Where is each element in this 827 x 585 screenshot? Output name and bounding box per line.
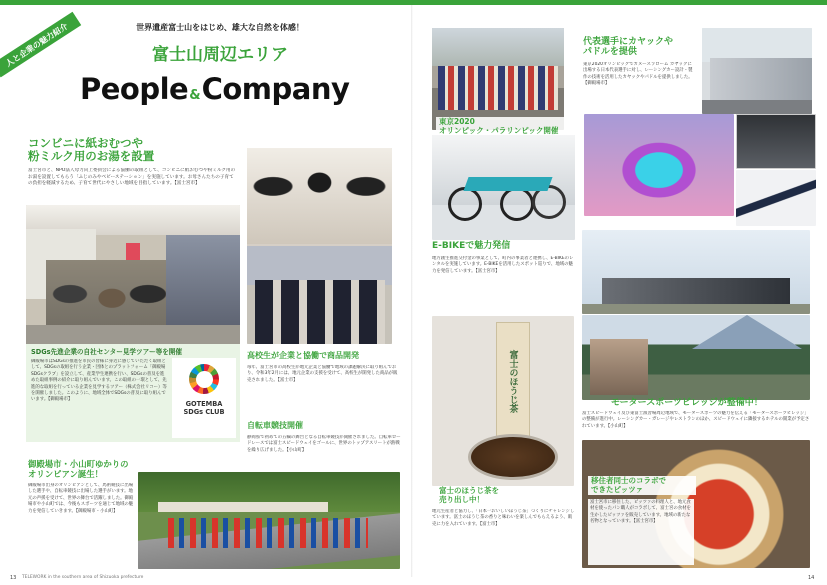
area-title: 富士山周辺エリア (152, 45, 288, 65)
olympic-peloton (438, 66, 558, 110)
main-title-people: People (80, 72, 189, 106)
article-kayak-title-l1: 代表選手にカヤックや (583, 37, 674, 47)
gotemba-sdgs-logo (172, 358, 236, 438)
article-kayak-body: 東京2020オリンピックでカヌースラローム カヤックに出場する日本代表選手に対し、レーシングカー設計・製作の技術を活用したカヤックやパドルを提供しました。【御殿場市】 (583, 62, 693, 87)
ebike-photo (432, 135, 575, 240)
article-pizza-title (588, 476, 696, 495)
article-olympian-body: 御殿場市出身のオリンピアンとして、馬術競技に出場した選手や、自転車競技に出場した選手がいます。地元の声援を受けて、世界の舞台で活躍しました。御殿場市や小山町では、今後もスポーツを通じて地域の魅力を発信していきます。【御殿場市・小山町】 (28, 483, 134, 514)
article-konbini-body: 富士宮市と、NPO法人母力向上委員会による協働の取組として、コンビニに紙おむつや粉ミルク用のお湯を設置してもらう「ふじのみやベビーステーション」を実施しています。お母さんたちの子育ての負担を軽減するため、子育て世代にやさしい地域を目指しています。【富士宮市】 (28, 168, 236, 187)
racecar-photo (584, 114, 734, 216)
article-highschool-body: 毎年、富士宮市の高校生が地元企業と協働で地域の課題解決に取り組んでおり、令和3年2月には、地元企業の支援を受けて、高校生が開発した商品が販売されました。【富士市】 (247, 365, 398, 383)
tea-leaves (468, 434, 558, 480)
factory-ground (702, 100, 812, 114)
article-cycling-body: 静岡県で初めての五輪の舞台となる自転車競技が開催されました。自転車ロードレースでは富士スピードウェイをゴールに、世界のトップアスリートが熱戦を繰り広げました。【小山町】 (247, 435, 401, 453)
left-page-number: 13 (10, 575, 17, 581)
article-motorsport-body: 富士スピードウェイ及び東富士演習場周辺地域で、モータースポーツの魅力を伝える「モータースポーツビレッジ」の整備が進行中。レーシングカー・ガレージやレストランのほか、スピードウェイに隣接するホテルの開業が予定されています。【小山町】 (582, 411, 810, 429)
logo-line2: SDGs CLUB (183, 408, 225, 416)
article-pizza-body: 富士宮市に移住した、ピッツァの料理人と、地元食材を使ったパン職人がコラボして、富士宮の食材を生かしたピッツァを販売しています。地域の新たな名物となっています。【富士宮市】 (588, 499, 694, 565)
article-ebike-title: E-BIKEで魅力発信 (432, 241, 511, 251)
article-olympics-title-l2: オリンピック・パラリンピック開催 (439, 125, 559, 135)
main-title-amp: & (189, 88, 201, 103)
kicker: 世界遺産富士山をはじめ、雄大な自然を体感！ (136, 23, 304, 32)
students-top-photo (247, 148, 392, 244)
hotel-ground (582, 304, 810, 314)
hotel-mt-fuji-photo (582, 230, 810, 314)
store-floor (26, 325, 240, 345)
article-ebike-body: 地方創生推進交付金の事業として、町内の事業者と連携し、E-BIKEのレンタルを実施しています。E-BIKEを活用したスポット巡りで、地域の魅力を発信しています。【富士宮市】 (432, 256, 574, 274)
resort-tower (590, 339, 648, 395)
article-sdgs-body: 御殿場市はSDGsの推進を市民の皆様に身近に感じていただく取組として、SDGsの取組を行う企業・団体とのプラットフォーム「御殿場SDGsクラブ」を設立して、産業学生連携を行い、SDGsの普及を進めた取組事例の紹介に取り組んでいます。この取組の一環として、先進的な取組を行っている企業を見学するツアー（株式会社リコー）等を開催しました。このように、地域全体でSDGsの普及に取り組んでいます。【御殿場市】 (31, 359, 167, 403)
corner-tag-label: 人と企業の魅力紹介 (3, 21, 70, 68)
article-olympics-title (436, 117, 576, 136)
sdgs-wheel-icon (189, 364, 219, 394)
article-konbini-title (28, 137, 248, 163)
main-title (80, 72, 370, 106)
article-olympics-title-l1: 東京2020 (439, 117, 475, 126)
article-hojicha-title-l1: 富士のほうじ茶を (439, 486, 499, 495)
konbini-photo (26, 205, 240, 345)
resort-photo (582, 315, 810, 400)
kayak-photo (736, 170, 816, 226)
article-hojicha-body: 地元生産者と協力し、「日本一おいしいほうじ茶」づくりにチャレンジしています。富士のほうじ茶の香りと味わいを楽しんでもらえるよう、販売に力を入れています。【富士市】 (432, 509, 575, 527)
hotel-building (602, 278, 790, 304)
article-olympian-title-l1: 御殿場市・小山町ゆかりの (28, 459, 129, 469)
logo-line1: GOTEMBA (185, 400, 223, 408)
right-page-number: 14 (808, 575, 815, 581)
hojicha-flag (496, 322, 530, 440)
fuji-mountain (692, 315, 802, 349)
article-hojicha-title (436, 486, 546, 505)
factory-building (710, 58, 812, 100)
article-konbini-title-l2: 粉ミルク用のお湯を設置 (28, 149, 155, 164)
hojicha-flag-text: 富士のほうじ茶 (507, 349, 518, 413)
factory-sky (702, 28, 812, 62)
left-footer: TELEWORK in the southern area of Shizuoka prefecture (22, 575, 144, 580)
top-border (0, 0, 827, 5)
factory-photo (702, 28, 812, 114)
article-kayak-title-l2: パドルを提供 (583, 47, 637, 58)
race-riders (168, 518, 368, 548)
ebike-wheel-2 (500, 187, 534, 221)
article-pizza-title-l1: 移住者同士のコラボで (591, 476, 666, 485)
center-gutter (411, 5, 413, 577)
windtunnel-photo (736, 114, 816, 169)
article-pizza-title-l2: できたピッツァ (591, 484, 644, 494)
article-cycling-title: 自転車競技開催 (247, 421, 303, 430)
article-kayak-title (583, 37, 703, 58)
race-banner (158, 502, 328, 512)
article-highschool-title: 高校生が企業と協働で商品開発 (247, 351, 359, 360)
ebike-wheel-1 (448, 187, 482, 221)
article-sdgs-title: SDGs先進企業の自社センター見学ツアー等を開催 (31, 348, 182, 356)
olympic-sky (432, 28, 564, 66)
cycling-race-photo (138, 472, 400, 569)
hojicha-photo (432, 316, 574, 486)
students-photo (247, 148, 392, 344)
article-olympian-title-l2: オリンピアン誕生！ (28, 468, 104, 479)
article-konbini-title-l1: コンビニに紙おむつや (28, 136, 143, 150)
article-motorsport-title: モータースポーツビレッジが整備中！ (611, 398, 763, 408)
ebike-frame (463, 177, 552, 191)
olympic-cycling-photo (432, 28, 564, 130)
article-hojicha-title-l2: 売り出し中！ (439, 494, 484, 504)
students-uniforms (255, 280, 385, 344)
corner-tag (0, 12, 81, 78)
main-title-company: Company (201, 72, 350, 106)
